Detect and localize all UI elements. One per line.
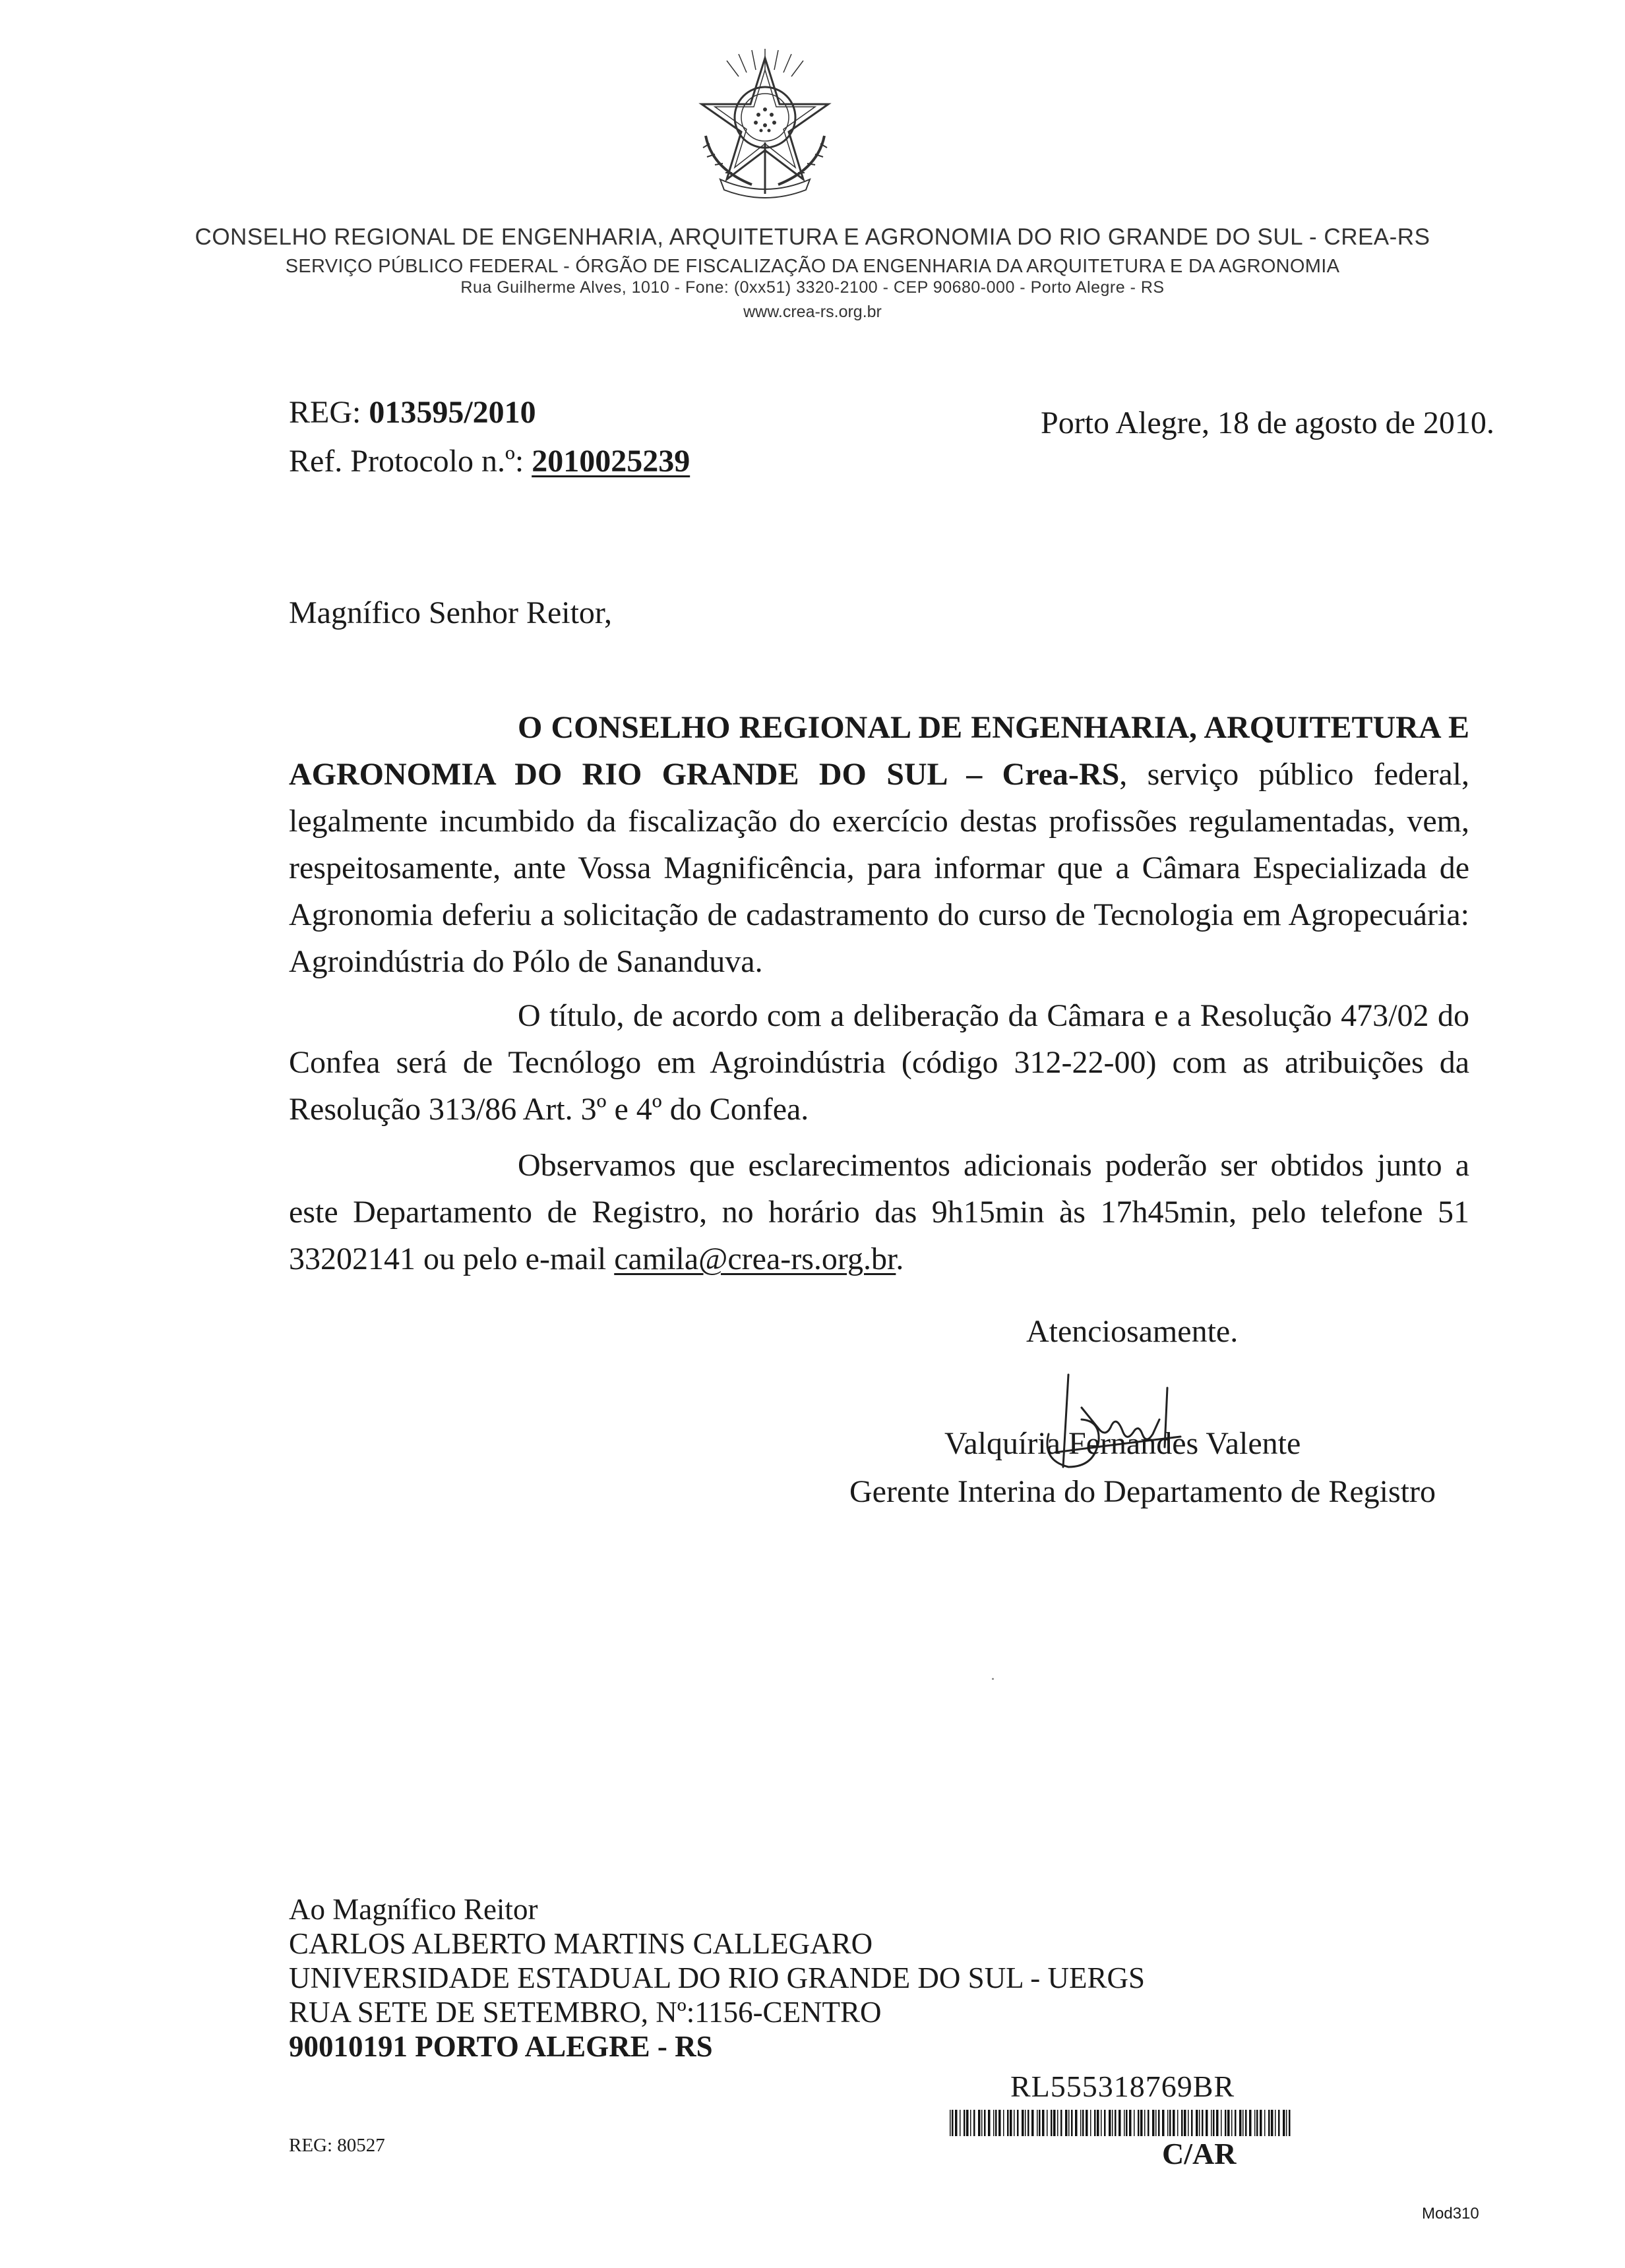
signer-title: Gerente Interina do Departamento de Registro — [849, 1474, 1436, 1509]
registered-mail-ar-label: C/AR — [1162, 2137, 1237, 2170]
barcode-icon — [950, 2110, 1293, 2136]
registration-line — [289, 394, 536, 431]
letterhead-address: Rua Guilherme Alves, 1010 - Fone: (0xx51) 3320-2100 - CEP 90680-000 - Porto Alegre - RS — [460, 278, 1165, 297]
organization-name-bold: O CONSELHO REGIONAL DE ENGENHARIA, ARQUITETURA E AGRONOMIA DO RIO GRANDE DO SUL – Crea-RS — [289, 710, 1469, 792]
protocol-line — [289, 443, 690, 479]
letter-date: Porto Alegre, 18 de agosto de 2010. — [1041, 405, 1494, 440]
registration-number: 013595/2010 — [369, 395, 536, 430]
letterhead-service-line: SERVIÇO PÚBLICO FEDERAL - ÓRGÃO DE FISCALIZAÇÃO DA ENGENHARIA DA ARQUITETURA E DA AGRONOMIA — [285, 256, 1340, 277]
recipient-street: RUA SETE DE SETEMBRO, Nº:1156-CENTRO — [289, 1996, 882, 2029]
brazil-coat-of-arms-icon — [686, 44, 844, 202]
signer-name: Valquíria Fernandes Valente — [944, 1426, 1301, 1461]
body-paragraph-2 — [289, 992, 1469, 1133]
recipient-name: CARLOS ALBERTO MARTINS CALLEGARO — [289, 1927, 873, 1960]
recipient-line-title: Ao Magnífico Reitor — [289, 1893, 538, 1926]
protocol-number: 2010025239 — [532, 444, 690, 479]
salutation: Magnífico Senhor Reitor, — [289, 595, 612, 630]
letterhead-website: www.crea-rs.org.br — [743, 303, 882, 321]
paragraph-1-text: , serviço público federal, legalmente incumbido da fiscalização do exercício destas profissões regulamentadas, vem, respeitosamente, ante Vossa Magnificência, para informar que a Câmara Especializada de Agronomia deferiu a solicitação de cadastramento do curso de Tecnologia em Agropecuária: Agroindústria do Pólo de Sananduva. — [289, 757, 1469, 979]
email-link[interactable]: camila@crea-rs.org.br — [614, 1241, 896, 1276]
tracking-code: RL555318769BR — [1010, 2070, 1235, 2103]
recipient-postal-city: 90010191 PORTO ALEGRE - RS — [289, 2030, 713, 2063]
paragraph-2-text: O título, de acordo com a deliberação da Câmara e a Resolução 473/02 do Confea será de Tecnólogo em Agroindústria (código 312-22-00) com as atribuições da Resolução 313/86 Art. 3º e 4º do Confea. — [289, 998, 1469, 1127]
protocol-label: Ref. Protocolo n.º: — [289, 444, 532, 479]
paragraph-3-end: . — [896, 1241, 904, 1276]
paragraph-3-text: Observamos que esclarecimentos adicionais poderão ser obtidos junto a este Departamento de Registro, no horário das 9h15min às 17h45min, pelo telefone 51 33202141 ou pelo e-mail — [289, 1148, 1469, 1276]
body-paragraph-3 — [289, 1142, 1469, 1282]
footer-registration: REG: 80527 — [289, 2135, 385, 2156]
recipient-institution: UNIVERSIDADE ESTADUAL DO RIO GRANDE DO SUL - UERGS — [289, 1961, 1146, 1994]
registration-label: REG: — [289, 395, 369, 430]
scan-speck — [992, 1678, 994, 1680]
body-paragraph-1 — [289, 704, 1469, 985]
form-model-code: Mod310 — [1422, 2205, 1479, 2223]
letterhead-org-name: CONSELHO REGIONAL DE ENGENHARIA, ARQUITETURA E AGRONOMIA DO RIO GRANDE DO SUL - CREA-RS — [195, 224, 1430, 250]
closing: Atenciosamente. — [1026, 1314, 1239, 1349]
